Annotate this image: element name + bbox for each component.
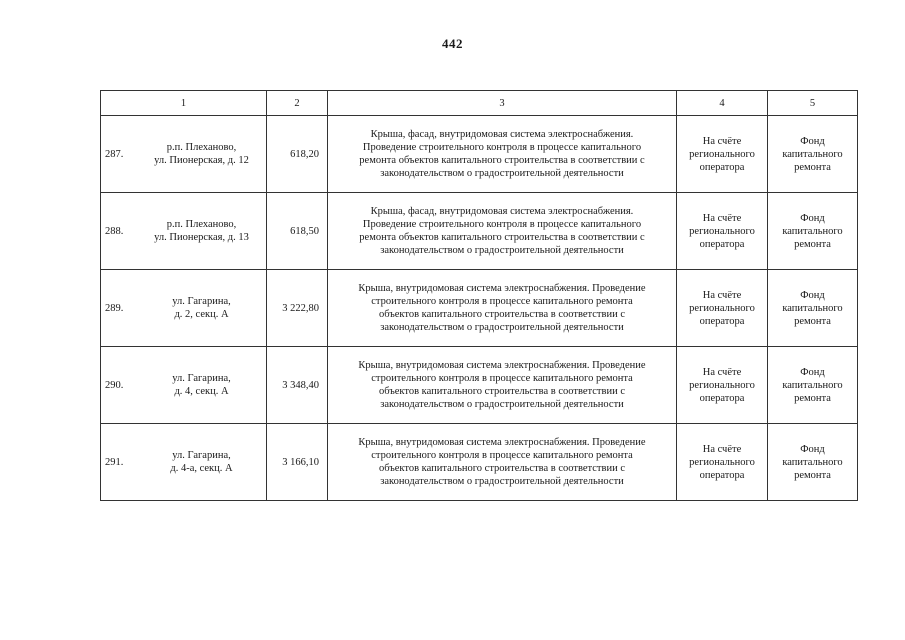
source-line: ремонта xyxy=(794,469,831,481)
works-line: ремонта объектов капитального строительства в соответствии с xyxy=(359,232,645,243)
header-col-3: 3 xyxy=(328,91,677,116)
source-line: Фонд xyxy=(800,135,825,147)
account-cell xyxy=(677,193,768,270)
works-line: объектов капитального строительства в соответствии с xyxy=(379,309,625,320)
works-line: законодательством о градостроительной деятельности xyxy=(380,476,624,487)
address xyxy=(145,449,266,475)
works-line: законодательством о градостроительной деятельности xyxy=(380,168,624,179)
works-cell xyxy=(328,424,677,501)
account-line: оператора xyxy=(699,315,745,327)
header-col-2: 2 xyxy=(267,91,328,116)
address xyxy=(145,372,266,398)
address-line: д. 4-а, секц. А xyxy=(170,463,233,474)
source-cell xyxy=(768,424,858,501)
account-line: оператора xyxy=(699,469,745,481)
works-line: законодательством о градостроительной деятельности xyxy=(380,322,624,333)
account-line: оператора xyxy=(699,238,745,250)
table-row xyxy=(101,424,858,501)
source-line: Фонд xyxy=(800,366,825,378)
address-line: д. 4, секц. А xyxy=(174,386,229,397)
area-cell: 618,20 xyxy=(267,116,328,193)
account-line: На счёте xyxy=(702,135,742,147)
source-line: ремонта xyxy=(794,315,831,327)
account-cell xyxy=(677,424,768,501)
works-line: законодательством о градостроительной деятельности xyxy=(380,399,624,410)
address-line: ул. Гагарина, xyxy=(172,296,231,307)
account-line: оператора xyxy=(699,161,745,173)
source-line: ремонта xyxy=(794,392,831,404)
works-line: Крыша, фасад, внутридомовая система электроснабжения. xyxy=(370,206,634,217)
address-cell xyxy=(101,270,267,347)
account-line: регионального xyxy=(689,302,755,314)
source-line: Фонд xyxy=(800,289,825,301)
header-row xyxy=(101,91,858,116)
source-cell xyxy=(768,347,858,424)
works-line: Проведение строительного контроля в процессе капитального xyxy=(362,219,642,230)
repair-program-table xyxy=(100,90,858,501)
works-line: строительного контроля в процессе капитального ремонта xyxy=(371,450,633,461)
address-line: р.п. Плеханово, xyxy=(166,142,237,153)
source-line: капитального xyxy=(782,456,843,468)
table-row xyxy=(101,270,858,347)
works-line: строительного контроля в процессе капитального ремонта xyxy=(371,296,633,307)
works-cell xyxy=(328,116,677,193)
works-line: объектов капитального строительства в соответствии с xyxy=(379,463,625,474)
works-line: ремонта объектов капитального строительства в соответствии с xyxy=(359,155,645,166)
account-cell xyxy=(677,347,768,424)
works-line: Крыша, внутридомовая система электроснабжения. Проведение xyxy=(358,437,646,448)
source-line: капитального xyxy=(782,225,843,237)
row-number: 290. xyxy=(105,379,124,391)
address-line: ул. Гагарина, xyxy=(172,373,231,384)
page-number: 442 xyxy=(442,36,463,51)
works-line: Проведение строительного контроля в процессе капитального xyxy=(362,142,642,153)
address-cell xyxy=(101,116,267,193)
area-cell: 618,50 xyxy=(267,193,328,270)
address-cell xyxy=(101,347,267,424)
account-line: На счёте xyxy=(702,443,742,455)
works-cell xyxy=(328,347,677,424)
address-line: р.п. Плеханово, xyxy=(166,219,237,230)
account-line: оператора xyxy=(699,392,745,404)
header-col-5: 5 xyxy=(768,91,858,116)
row-number: 288. xyxy=(105,225,124,237)
header-col-1: 1 xyxy=(101,91,267,116)
works-line: Крыша, внутридомовая система электроснабжения. Проведение xyxy=(358,360,646,371)
source-line: ремонта xyxy=(794,238,831,250)
account-cell xyxy=(677,116,768,193)
address xyxy=(145,218,266,244)
works-line: законодательством о градостроительной деятельности xyxy=(380,245,624,256)
area-cell: 3 348,40 xyxy=(267,347,328,424)
works-line: Крыша, фасад, внутридомовая система электроснабжения. xyxy=(370,129,634,140)
account-line: регионального xyxy=(689,148,755,160)
row-number: 289. xyxy=(105,302,124,314)
account-line: На счёте xyxy=(702,212,742,224)
address-cell xyxy=(101,193,267,270)
header-col-4: 4 xyxy=(677,91,768,116)
table-row xyxy=(101,116,858,193)
account-line: На счёте xyxy=(702,289,742,301)
works-cell xyxy=(328,193,677,270)
source-cell xyxy=(768,193,858,270)
area-cell: 3 222,80 xyxy=(267,270,328,347)
address-line: ул. Пионерская, д. 12 xyxy=(154,155,249,166)
address xyxy=(145,295,266,321)
source-line: капитального xyxy=(782,148,843,160)
row-number: 291. xyxy=(105,456,124,468)
source-line: Фонд xyxy=(800,443,825,455)
account-cell xyxy=(677,270,768,347)
table-row xyxy=(101,347,858,424)
area-cell: 3 166,10 xyxy=(267,424,328,501)
source-line: капитального xyxy=(782,379,843,391)
works-line: строительного контроля в процессе капитального ремонта xyxy=(371,373,633,384)
address xyxy=(145,141,266,167)
source-cell xyxy=(768,116,858,193)
table-row xyxy=(101,193,858,270)
account-line: регионального xyxy=(689,379,755,391)
source-line: ремонта xyxy=(794,161,831,173)
source-cell xyxy=(768,270,858,347)
address-line: ул. Гагарина, xyxy=(172,450,231,461)
works-line: объектов капитального строительства в соответствии с xyxy=(379,386,625,397)
source-line: Фонд xyxy=(800,212,825,224)
account-line: регионального xyxy=(689,225,755,237)
account-line: регионального xyxy=(689,456,755,468)
works-cell xyxy=(328,270,677,347)
address-line: ул. Пионерская, д. 13 xyxy=(154,232,249,243)
account-line: На счёте xyxy=(702,366,742,378)
row-number: 287. xyxy=(105,148,124,160)
works-line: Крыша, внутридомовая система электроснабжения. Проведение xyxy=(358,283,646,294)
address-line: д. 2, секц. А xyxy=(174,309,229,320)
address-cell xyxy=(101,424,267,501)
source-line: капитального xyxy=(782,302,843,314)
